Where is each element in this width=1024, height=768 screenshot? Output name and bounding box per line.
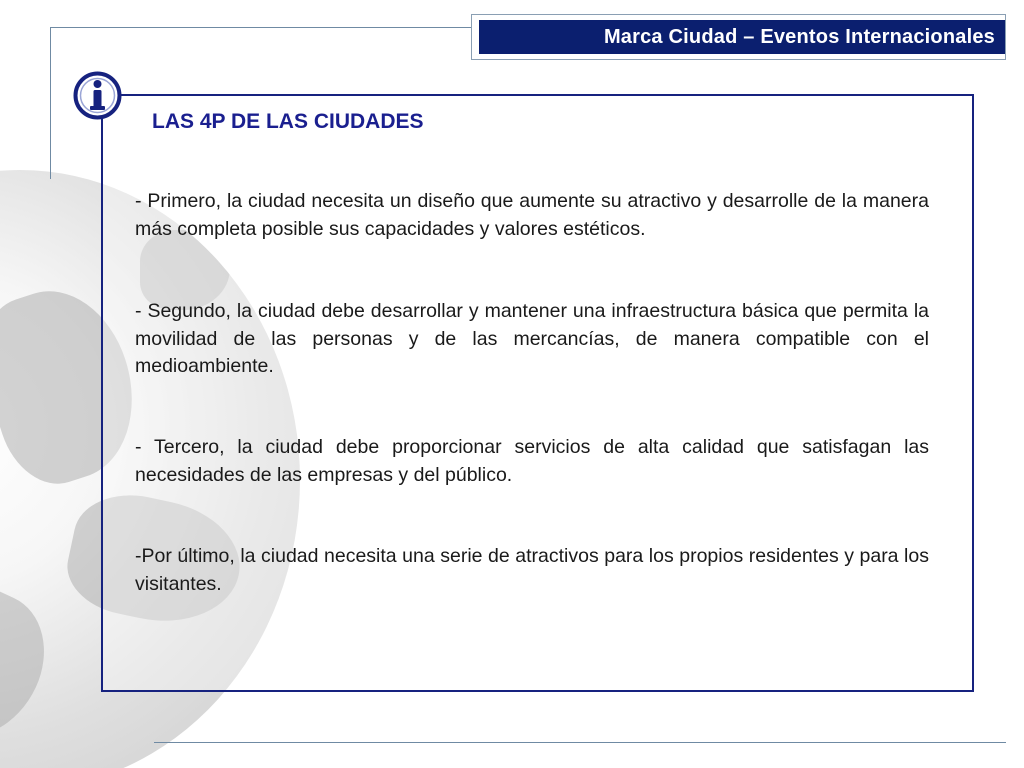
content-box bbox=[101, 94, 974, 692]
header-title: Marca Ciudad – Eventos Internacionales bbox=[479, 20, 1005, 54]
paragraph-second: - Segundo, la ciudad debe desarrollar y mantener una infraestructura básica que permita la movilidad de las personas y de las mercancías, de manera compatible con el medioambiente. bbox=[135, 300, 929, 377]
info-icon bbox=[73, 71, 122, 120]
paragraph-third: - Tercero, la ciudad debe proporcionar servicios de alta calidad que satisfagan las necesidades de las empresas y del público. bbox=[135, 436, 929, 486]
footer-line bbox=[154, 742, 1006, 743]
paragraph-first: - Primero, la ciudad necesita un diseño que aumente su atractivo y desarrolle de la manera más completa posible sus capacidades y valores estéticos. bbox=[135, 190, 929, 240]
slide-title: LAS 4P DE LAS CIUDADES bbox=[152, 110, 424, 133]
frame-line-top bbox=[50, 27, 472, 28]
paragraph-fourth: -Por último, la ciudad necesita una serie de atractivos para los propios residentes y para los visitantes. bbox=[135, 545, 929, 595]
frame-line-left bbox=[50, 27, 51, 179]
